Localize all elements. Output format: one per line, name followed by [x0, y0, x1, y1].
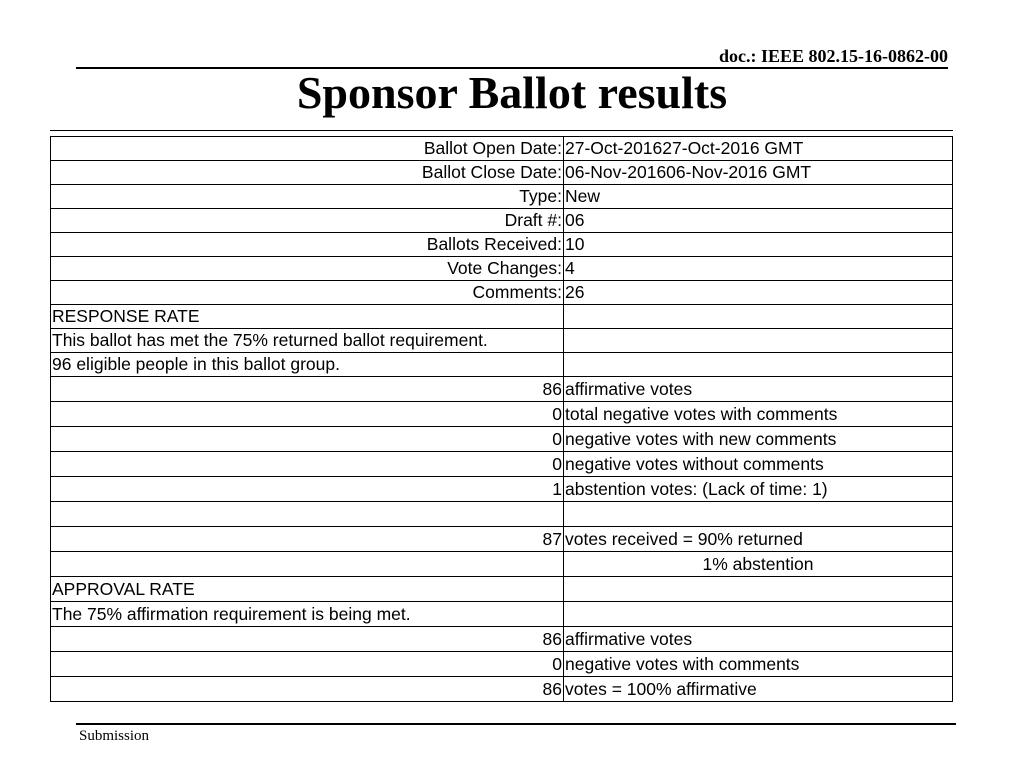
row-value-cell: affirmative votes	[564, 377, 953, 402]
row-label-cell: The 75% affirmation requirement is being met.	[51, 602, 564, 627]
footer-divider	[76, 723, 956, 725]
ballot-results-body	[51, 137, 953, 702]
row-value-cell: abstention votes: (Lack of time: 1)	[564, 477, 953, 502]
document-id: doc.: IEEE 802.15-16-0862-00	[719, 46, 948, 66]
row-label-cell: Draft #:	[51, 209, 564, 233]
table-top-divider	[50, 130, 953, 131]
row-value-cell	[564, 329, 953, 353]
row-label-cell: 0	[51, 452, 564, 477]
row-label-cell: 86	[51, 677, 564, 702]
table-row	[51, 377, 953, 402]
row-label-cell: Type:	[51, 185, 564, 209]
row-value-cell: 06-Nov-201606-Nov-2016 GMT	[564, 161, 953, 185]
row-label-cell: RESPONSE RATE	[51, 305, 564, 329]
row-value-cell	[564, 577, 953, 602]
footer-submission: Submission	[79, 728, 150, 744]
row-label-cell: Comments:	[51, 281, 564, 305]
table-row	[51, 477, 953, 502]
row-value-cell: affirmative votes	[564, 627, 953, 652]
row-value-cell: 26	[564, 281, 953, 305]
table-row	[51, 353, 953, 377]
row-label-cell: APPROVAL RATE	[51, 577, 564, 602]
row-label-cell	[51, 502, 564, 527]
row-label-cell: 86	[51, 377, 564, 402]
row-value-cell: New	[564, 185, 953, 209]
table-row	[51, 402, 953, 427]
row-label-cell	[51, 552, 564, 577]
row-label-cell: 0	[51, 427, 564, 452]
row-value-cell: 06	[564, 209, 953, 233]
row-value-cell	[564, 502, 953, 527]
table-row	[51, 281, 953, 305]
row-label-cell: 96 eligible people in this ballot group.	[51, 353, 564, 377]
row-label-cell: 87	[51, 527, 564, 552]
table-row	[51, 329, 953, 353]
table-row	[51, 233, 953, 257]
ballot-results-table	[50, 136, 953, 702]
table-row	[51, 652, 953, 677]
row-label-cell: Ballot Close Date:	[51, 161, 564, 185]
table-row	[51, 602, 953, 627]
table-row	[51, 137, 953, 161]
row-value-cell: negative votes with comments	[564, 652, 953, 677]
table-row	[51, 502, 953, 527]
row-value-cell: total negative votes with comments	[564, 402, 953, 427]
table-row	[51, 577, 953, 602]
row-label-cell: 1	[51, 477, 564, 502]
row-value-cell	[564, 602, 953, 627]
row-value-cell: 1% abstention	[564, 552, 953, 577]
row-value-cell	[564, 305, 953, 329]
table-row	[51, 677, 953, 702]
row-label-cell: 86	[51, 627, 564, 652]
table-row	[51, 209, 953, 233]
table-row	[51, 552, 953, 577]
table-row	[51, 185, 953, 209]
row-label-cell: Ballot Open Date:	[51, 137, 564, 161]
row-value-cell: negative votes with new comments	[564, 427, 953, 452]
page-title: Sponsor Ballot results	[296, 67, 728, 118]
row-value-cell: 4	[564, 257, 953, 281]
row-label-cell: 0	[51, 402, 564, 427]
row-value-cell: votes received = 90% returned	[564, 527, 953, 552]
table-row	[51, 427, 953, 452]
table-row	[51, 452, 953, 477]
row-label-cell: Vote Changes:	[51, 257, 564, 281]
row-value-cell: 10	[564, 233, 953, 257]
table-row	[51, 527, 953, 552]
row-value-cell: votes = 100% affirmative	[564, 677, 953, 702]
table-row	[51, 257, 953, 281]
row-value-cell: 27-Oct-201627-Oct-2016 GMT	[564, 137, 953, 161]
table-row	[51, 161, 953, 185]
table-row	[51, 305, 953, 329]
row-label-cell: 0	[51, 652, 564, 677]
row-label-cell: Ballots Received:	[51, 233, 564, 257]
table-row	[51, 627, 953, 652]
row-label-cell: This ballot has met the 75% returned ballot requirement.	[51, 329, 564, 353]
row-value-cell	[564, 353, 953, 377]
row-value-cell: negative votes without comments	[564, 452, 953, 477]
